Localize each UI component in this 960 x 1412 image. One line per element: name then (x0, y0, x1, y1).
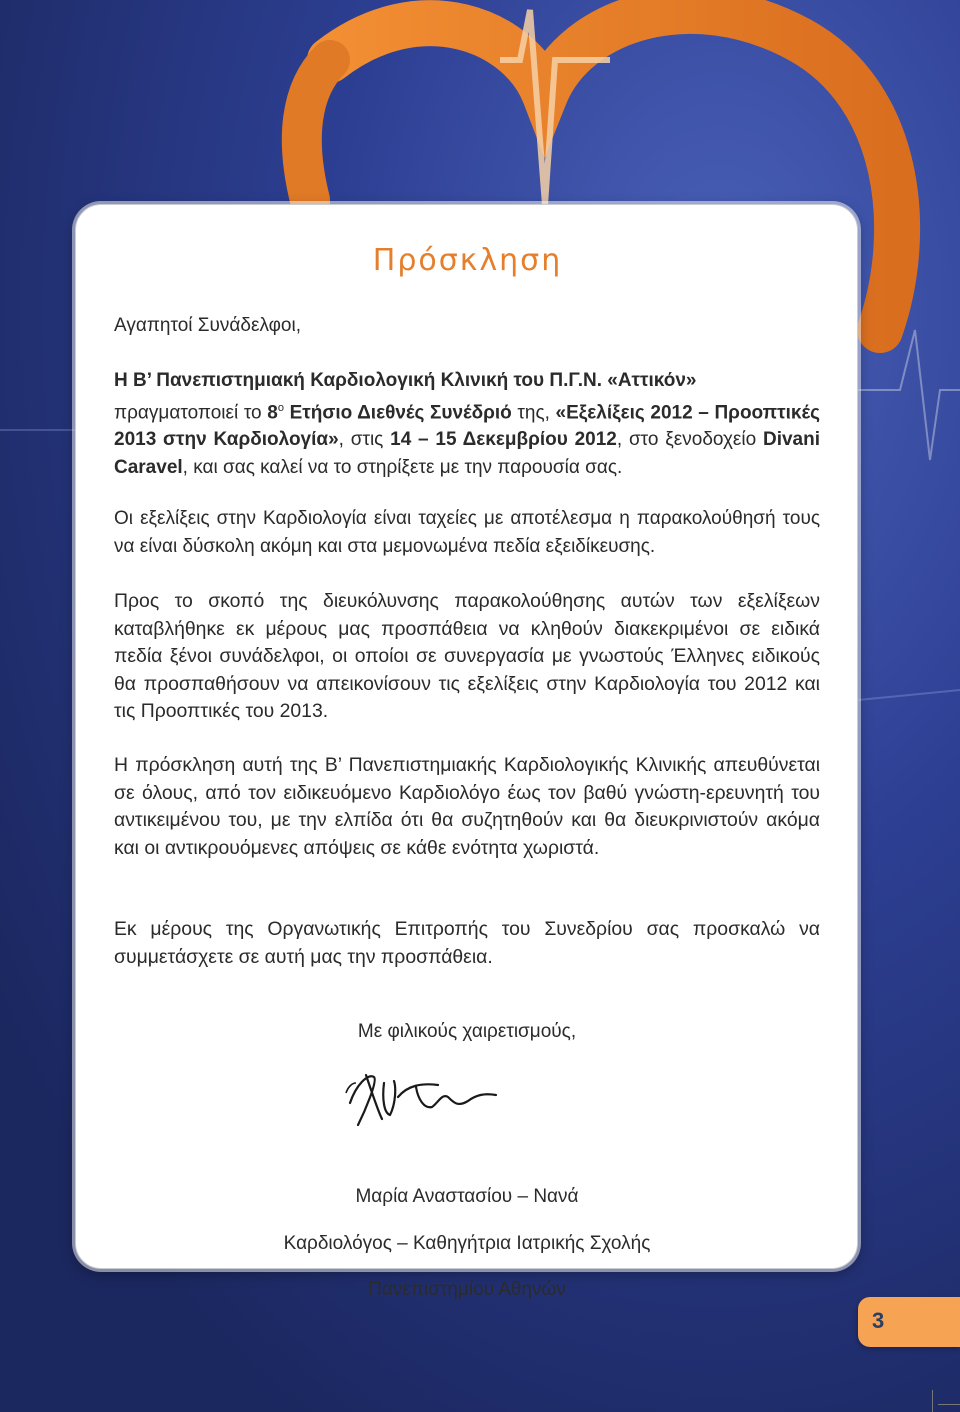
paragraph-developments: Οι εξελίξεις στην Καρδιολογία είναι ταχείες με αποτέλεσμα η παρακολούθησή τους να είναι δύσκολη ακόμη και στα μεμονωμένα πεδία εξειδίκευσης. (114, 508, 820, 557)
paragraph-call-to-participate: Εκ μέρους της Οργανωτικής Επιτροπής του Συνεδρίου σας προσκαλώ να συμμετάσχετε σε αυτή μας την προσπάθεια. (114, 918, 820, 968)
invitation-card (75, 204, 858, 1300)
paragraph-purpose: Προς το σκοπό της διευκόλυνσης παρακολούθησης αυτών των εξελίξεων καταβλήθηκε εκ μέρους μας προσπάθεια να κληθούν διακεκριμένοι σε ειδικά πεδία ξένοι συνάδελφοι, οι οποίοι σε συνεργασία με γνωστούς Έλληνες ειδικούς θα προσπαθήσουν να απεικονίσουν τις εξελίξεις στην Καρδιολογία του 2012 και τις Προοπτικές του 2013. (114, 590, 820, 722)
crop-mark (932, 1390, 933, 1412)
paragraph-audience: Η πρόσκληση αυτή της Β’ Πανεπιστημιακής Καρδιολογικής Κλινικής απευθύνεται σε όλους, από τον ειδικευόμενο Καρδιολόγο έως τον βαθύ γνώστη-ερευνητή του αντικειμένου του, με την ελπίδα ότι θα συζητηθούν και θα διευκρινιστούν ακόμα και οι αντικρουόμενες απόψεις σε κάθε ενότητα χωριστά. (114, 754, 820, 859)
page-number: 3 (872, 1308, 885, 1333)
page-number-tab (858, 1297, 960, 1347)
paragraph-intro: Η Β’ Πανεπιστημιακή Καρδιολογική Κλινική του Π.Γ.Ν. «Αττικόν» πραγματοποιεί το $8^o$ Ετήσιο Διεθνές Συνέδριό της, «Εξελίξεις 2012 – Προοπτικές 2013 στην Καρδιολογία», στις 14 – 15 Δεκεμβρίου 2012, στο ξενοδοχείο Divani Caravel, και σας καλεί να το στηρίξετε με την παρουσία σας. (114, 370, 821, 478)
signatory-institution: Πανεπιστημίου Αθηνών (368, 1279, 566, 1300)
signatory-name: Μαρία Αναστασίου – Νανά (355, 1186, 579, 1207)
crop-mark (938, 1404, 960, 1405)
closing-salutation: Με φιλικούς χαιρετισμούς, (357, 1021, 577, 1042)
greeting: Αγαπητοί Συνάδελφοι, (114, 315, 302, 336)
signatory-role: Καρδιολόγος – Καθηγήτρια Ιατρικής Σχολής (283, 1232, 651, 1254)
handwritten-signature (338, 1063, 548, 1133)
page-title: Πρόσκληση (372, 243, 563, 278)
